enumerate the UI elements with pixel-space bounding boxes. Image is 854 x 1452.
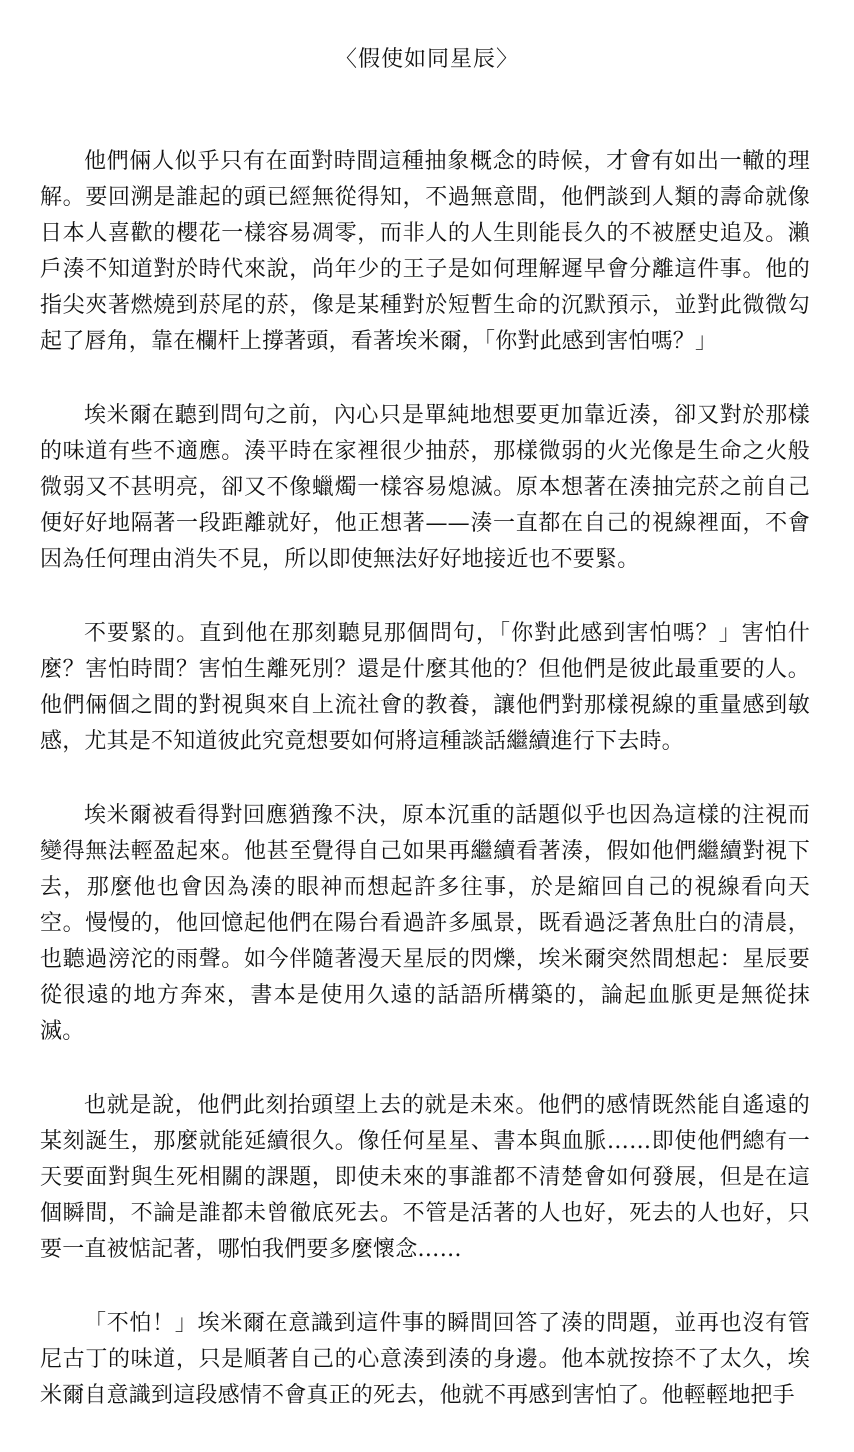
paragraph-4: 埃米爾被看得對回應猶豫不決，原本沉重的話題似乎也因為這樣的注視而變得無法輕盈起來。他甚至覺得自己如果再繼續看著湊，假如他們繼續對視下去，那麼他也會因為湊的眼神而想起許多往事，於是縮回自己的視線看向天空。慢慢的，他回憶起他們在陽台看過許多風景，既看過泛著魚肚白的清晨，也聽過滂沱的雨聲。如今伴隨著漫天星辰的閃爍，埃米爾突然間想起：星辰要從很遠的地方奔來，書本是使用久遠的話語所構築的，論起血脈更是無從抹滅。	[40, 803, 810, 1044]
paragraph-3: 不要緊的。直到他在那刻聽見那個問句，「你對此感到害怕嗎？」害怕什麼？害怕時間？害怕生離死別？還是什麼其他的？但他們是彼此最重要的人。他們倆個之間的對視與來自上流社會的教養，讓他們對那樣視線的重量感到敏感，尤其是不知道彼此究竟想要如何將這種談話繼續進行下去時。	[40, 621, 810, 754]
document-body	[40, 144, 810, 1452]
page-title: 〈假使如同星辰〉	[334, 47, 519, 72]
paragraph-1: 他們倆人似乎只有在面對時間這種抽象概念的時候，才會有如出一轍的理解。要回溯是誰起的頭已經無從得知，不過無意間，他們談到人類的壽命就像日本人喜歡的櫻花一樣容易凋零，而非人的人生則能長久的不被歷史追及。瀨戶湊不知道對於時代來說，尚年少的王子是如何理解遲早會分離這件事。他的指尖夾著燃燒到菸尾的菸，像是某種對於短暫生命的沉默預示，並對此微微勾起了唇角，靠在欄杆上撐著頭，看著埃米爾，「你對此感到害怕嗎？」	[40, 149, 810, 354]
paragraph-5: 也就是說，他們此刻抬頭望上去的就是未來。他們的感情既然能自遙遠的某刻誕生，那麼就能延續很久。像任何星星、書本與血脈……即使他們總有一天要面對與生死相關的課題，即使未來的事誰都不清楚會如何發展，但是在這個瞬間，不論是誰都未曾徹底死去。不管是活著的人也好，死去的人也好，只要一直被惦記著，哪怕我們要多麼懷念……	[40, 1093, 810, 1262]
paragraph-6: 「不怕！」埃米爾在意識到這件事的瞬間回答了湊的問題，並再也沒有管尼古丁的味道，只是順著自己的心意湊到湊的身邊。他本就按捺不了太久，埃米爾自意識到這段感情不會真正的死去，他就不再感到害怕了。他輕輕地把手	[40, 1311, 810, 1408]
paragraph-2: 埃米爾在聽到問句之前，內心只是單純地想要更加靠近湊，卻又對於那樣的味道有些不適應。湊平時在家裡很少抽菸，那樣微弱的火光像是生命之火般微弱又不甚明亮，卻又不像蠟燭一樣容易熄滅。原本想著在湊抽完菸之前自己便好好地隔著一段距離就好，他正想著——湊一直都在自己的視線裡面，不會因為任何理由消失不見，所以即使無法好好地接近也不要緊。	[40, 403, 810, 572]
